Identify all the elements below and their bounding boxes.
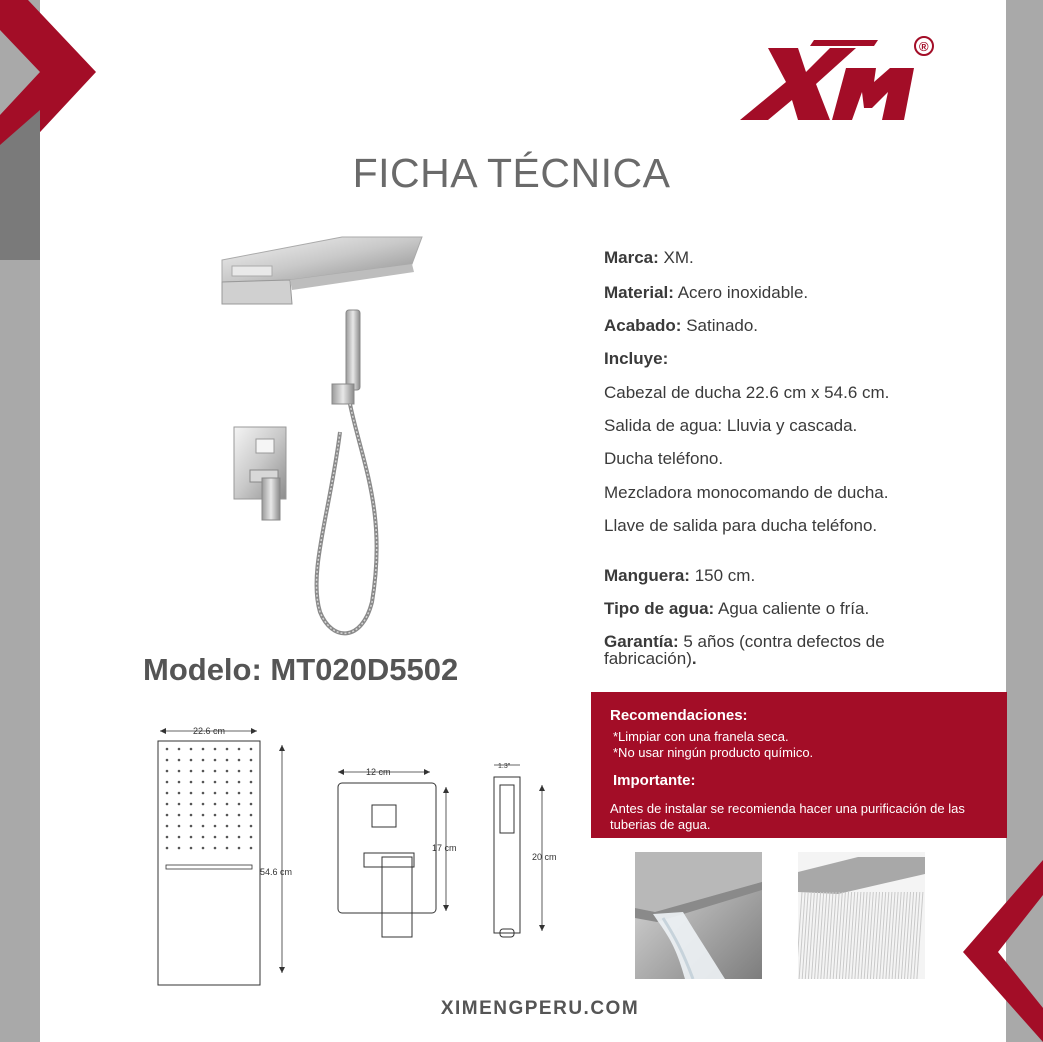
spec-tipo-label: Tipo de agua: [604, 599, 715, 618]
spec-garantia [604, 633, 944, 667]
registered-mark: ® [919, 39, 929, 54]
head-length-label: 54.6 cm [260, 867, 293, 877]
spec-marca-value: XM. [658, 248, 694, 267]
website-footer[interactable]: XIMENGPERU.COM [440, 998, 640, 1019]
list-item: Llave de salida para ducha teléfono. [604, 516, 878, 535]
shower-set-illustration [212, 232, 437, 652]
list-item: Mezcladora monocomando de ducha. [604, 483, 889, 502]
top-left-red-chevron [0, 0, 100, 260]
spec-incluye-label: Incluye: [604, 349, 669, 368]
rain-photo [798, 852, 925, 979]
spec-acabado [604, 316, 758, 336]
xm-brand-logo [738, 34, 938, 130]
spec-tipo-value: Agua caliente o fría. [714, 599, 870, 618]
spec-garantia-value: 5 años (contra defectos de fabricación) [604, 632, 885, 668]
handheld-length-label: 20 cm [532, 852, 557, 862]
list-item: Salida de agua: Lluvia y cascada. [604, 416, 858, 435]
important-text: Antes de instalar se recomienda hacer una purificación de las tuberias de agua. [610, 801, 965, 832]
spec-acabado-label: Acabado: [604, 316, 682, 335]
spec-garantia-label: Garantía: [604, 632, 679, 651]
spec-material-value: Acero inoxidable. [673, 283, 809, 302]
page-title: FICHA TÉCNICA [352, 150, 671, 196]
important-heading: Importante: [613, 772, 696, 789]
mixer-dimension-drawing [338, 769, 449, 937]
spec-marca-label: Marca: [604, 248, 659, 267]
recommendation-item: *No usar ningún producto químico. [613, 745, 814, 760]
spec-material [604, 283, 808, 303]
spec-acabado-value: Satinado. [681, 316, 759, 335]
mixer-width-label: 12 cm [366, 767, 391, 777]
spec-manguera [604, 566, 755, 586]
spec-tipo-agua [604, 599, 869, 619]
mixer-height-label: 17 cm [432, 843, 457, 853]
spec-manguera-label: Manguera: [604, 566, 690, 585]
waterfall-photo [635, 852, 762, 979]
model-number: Modelo: MT020D5502 [143, 652, 459, 687]
dimension-drawings [150, 715, 570, 990]
recommendation-item: *Limpiar con una franela seca. [613, 729, 789, 744]
recommendations-heading: Recomendaciones: [610, 707, 748, 724]
head-dimension-drawing [158, 728, 285, 985]
handheld-dimension-drawing [494, 765, 545, 937]
handheld-width-label: 1.3" [498, 763, 511, 770]
spec-manguera-value: 150 cm. [689, 566, 756, 585]
recommendations-box [591, 692, 1007, 838]
spec-material-label: Material: [604, 283, 674, 302]
spec-marca [604, 248, 694, 268]
list-item: Cabezal de ducha 22.6 cm x 54.6 cm. [604, 383, 890, 402]
spec-incluye [604, 349, 668, 369]
head-width-label: 22.6 cm [193, 726, 226, 736]
spec-garantia-end: . [691, 649, 697, 668]
list-item: Ducha teléfono. [604, 449, 724, 468]
